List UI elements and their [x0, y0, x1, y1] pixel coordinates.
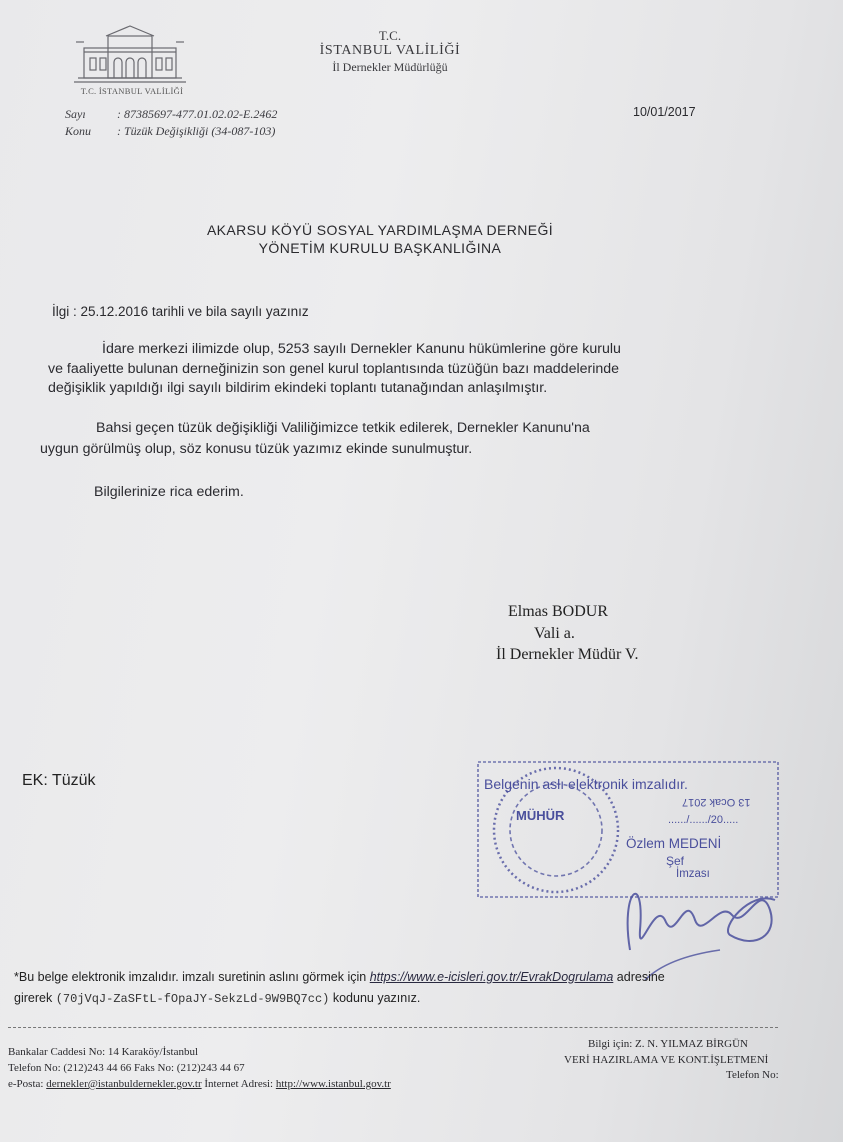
sayi-row: [65, 107, 277, 122]
sayi-label: Sayı: [65, 107, 86, 121]
paragraph-3: Bilgilerinize rica ederim.: [94, 484, 244, 500]
signatory-title-1: Vali a.: [534, 625, 575, 642]
addressee-line1: AKARSU KÖYÜ SOSYAL YARDIMLAŞMA DERNEĞİ: [206, 222, 554, 238]
footer-divider: [8, 1027, 778, 1028]
footer-email[interactable]: dernekler@istanbuldernekler.gov.tr: [46, 1078, 202, 1090]
building-icon: [70, 22, 190, 88]
addressee-line2: YÖNETİM KURULU BAŞKANLIĞINA: [258, 240, 502, 256]
stamp-seal-label: MÜHÜR: [516, 808, 565, 823]
stamp-signature-label: İmzası: [676, 868, 710, 880]
footer-contact: [8, 1078, 391, 1090]
stamp-electronic-note: Belgenin aslı elektronik imzalıdır.: [484, 776, 688, 792]
paragraph-1-line-1: İdare merkezi ilimizde olup, 5253 sayılı Dernekler Kanunu hükümlerine göre kurulu: [102, 341, 621, 357]
reference-line: İlgi : 25.12.2016 tarihli ve bila sayılı yazınız: [52, 304, 309, 319]
footnote-prefix: *Bu belge elektronik imzalıdır. imzalı suretinin aslını görmek için: [14, 970, 367, 984]
verification-stamp: [470, 750, 810, 1000]
attachment-note: EK: Tüzük: [22, 772, 96, 789]
footnote-line2-suffix: kodunu yazınız.: [332, 991, 421, 1005]
signatory-title-2: İl Dernekler Müdür V.: [496, 646, 639, 663]
konu-row: [65, 124, 275, 139]
konu-label: Konu: [65, 124, 92, 138]
paragraph-1-line-3: değişiklik yapıldığı ilgi sayılı bildirim ekindeki toplantı tutanağından anlaşılmıştır.: [48, 380, 548, 396]
footer-address: Bankalar Caddesi No: 14 Karaköy/İstanbul: [8, 1046, 199, 1058]
stamp-officer-role: Şef: [666, 854, 685, 868]
verification-code: (70jVqJ-ZaSFtL-fOpaJY-SekzLd-9W9BQ7cc): [55, 992, 330, 1006]
footer-unit: VERİ HAZIRLAMA VE KONT.İŞLETMENİ: [564, 1054, 769, 1066]
footnote-line-2: [14, 991, 420, 1006]
verification-link[interactable]: https://www.e-icisleri.gov.tr/EvrakDogrulama: [369, 970, 614, 984]
footer-email-label: e-Posta:: [8, 1078, 44, 1090]
footer-web[interactable]: http://www.istanbul.gov.tr: [275, 1078, 391, 1090]
header-governorship: İSTANBUL VALİLİĞİ: [319, 43, 461, 58]
footnote-line-1: [14, 970, 665, 984]
paragraph-2-line-2: uygun görülmüş olup, söz konusu tüzük yazımız ekinde sunulmuştur.: [40, 441, 473, 457]
footer-phone: Telefon No: (212)243 44 66 Faks No: (212)243 44 67: [8, 1062, 245, 1074]
footer-info-contact: Bilgi için: Z. N. YILMAZ BİRGÜN: [588, 1038, 748, 1050]
konu-value: : Tüzük Değişikliği (34-087-103): [117, 124, 276, 138]
footer-web-label: İnternet Adresi:: [204, 1078, 274, 1090]
logo-caption: T.C. İSTANBUL VALİLİĞİ: [80, 86, 184, 96]
stamp-officer-name: Özlem MEDENİ: [626, 836, 722, 851]
footnote-suffix: adresine: [616, 970, 665, 984]
header-directorate: İl Dernekler Müdürlüğü: [332, 60, 448, 74]
sayi-value: : 87385697-477.01.02.02-E.2462: [117, 107, 278, 121]
document-date: 10/01/2017: [633, 105, 696, 119]
footer-phone-label: Telefon No:: [726, 1069, 779, 1081]
paragraph-2-line-1: Bahsi geçen tüzük değişikliği Valiliğimizce tetkik edilerek, Dernekler Kanunu'na: [96, 420, 590, 436]
footnote-line2-prefix: girerek: [14, 991, 53, 1005]
stamp-date-received: 13 Ocak 2017: [682, 796, 751, 808]
header-tc: T.C.: [378, 28, 402, 43]
governorship-logo: [70, 22, 190, 102]
stamp-date-blank: ....../....../20.....: [668, 814, 739, 826]
paragraph-1-line-2: ve faaliyette bulunan derneğinizin son genel kurul toplantısında tüzüğün bazı maddelerinde: [48, 361, 620, 377]
signatory-name: Elmas BODUR: [508, 603, 608, 620]
